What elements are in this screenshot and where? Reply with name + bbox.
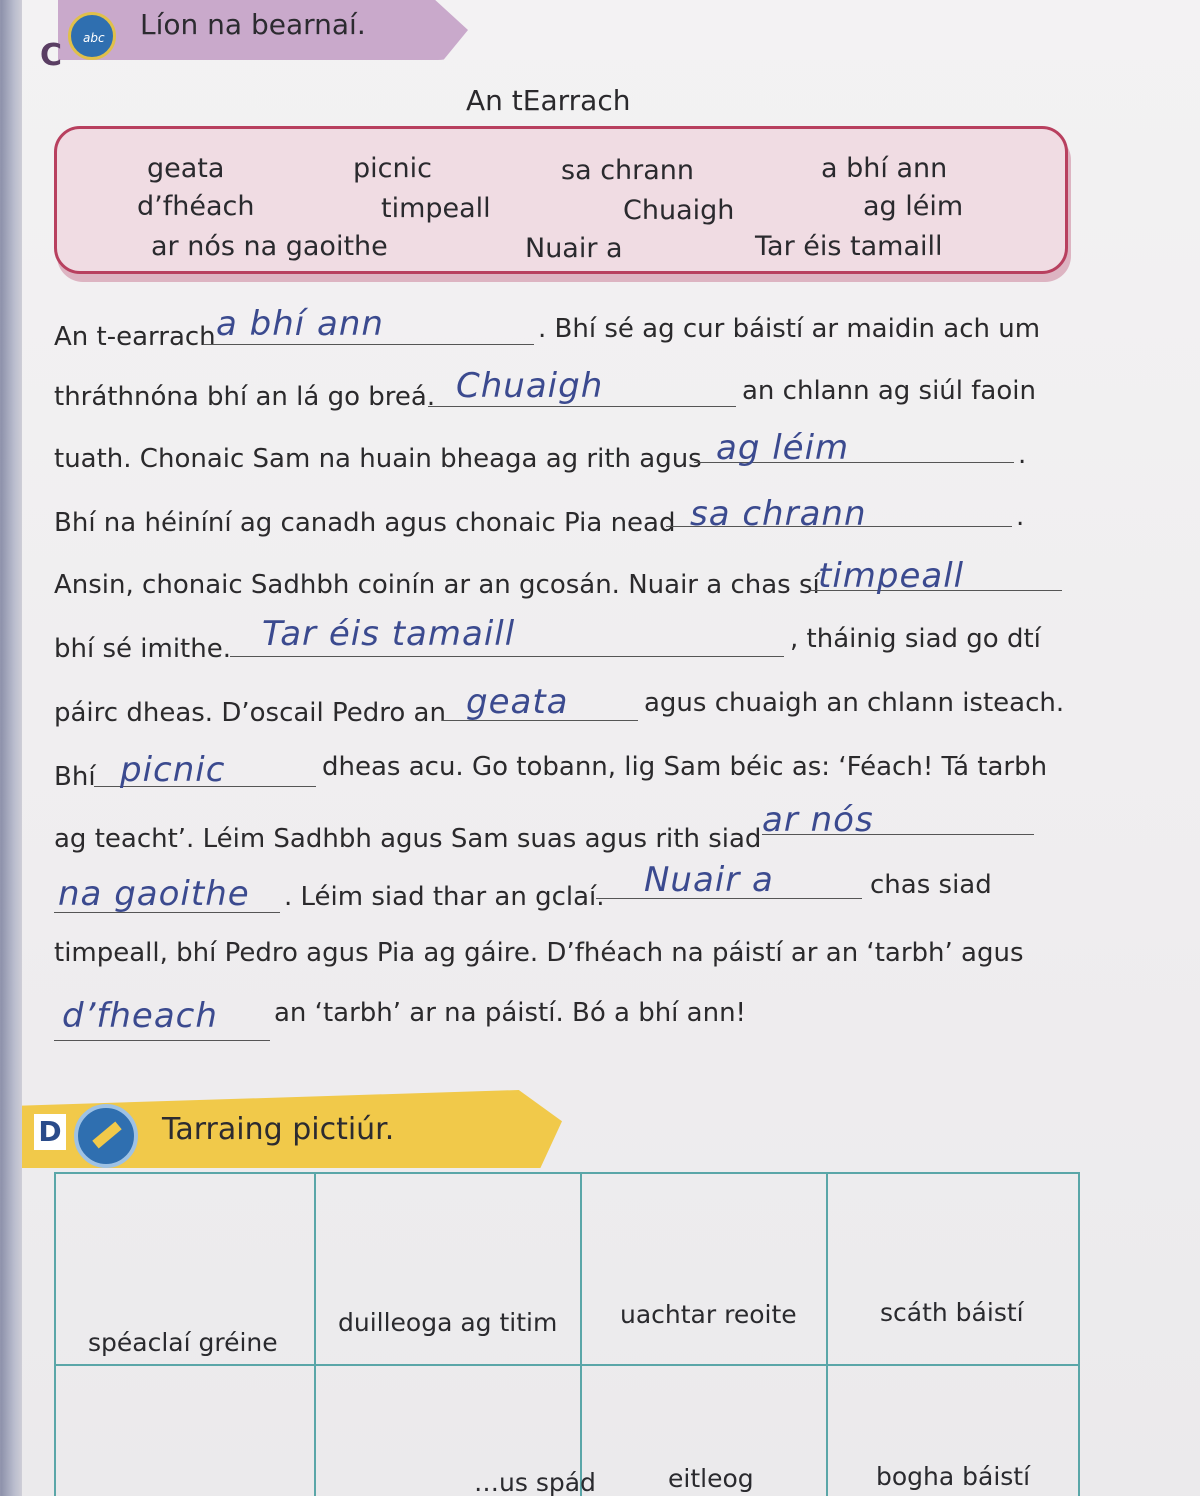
word-bank-item: d’fhéach: [137, 191, 255, 222]
story-text: dheas acu. Go tobann, lig Sam béic as: ‘Féach! Tá tarbh: [322, 752, 1048, 782]
story-text: Ansin, chonaic Sadhbh coinín ar an gcosán. Nuair a chas sí: [54, 570, 820, 600]
section-c-title: Líon na bearnaí.: [140, 8, 366, 41]
grid-line: [314, 1172, 316, 1496]
handwritten-answer: Tar éis tamaill: [262, 614, 516, 654]
drawing-cell-label: spéaclaí gréine: [88, 1328, 278, 1357]
drawing-cell-label: duilleoga ag titim: [338, 1308, 558, 1337]
pencil-drawing-icon: [74, 1104, 138, 1168]
word-bank-item: picnic: [353, 153, 432, 184]
story-text: timpeall, bhí Pedro agus Pia ag gáire. D’fhéach na páistí ar an ‘tarbh’ agus: [54, 938, 1024, 968]
story-text: bhí sé imithe.: [54, 634, 231, 664]
story-title: An tEarrach: [466, 84, 631, 117]
handwritten-answer: Chuaigh: [456, 366, 604, 406]
story-text: . Bhí sé ag cur báistí ar maidin ach um: [538, 314, 1041, 344]
handwritten-answer: d’fheach: [62, 996, 218, 1036]
answer-blank[interactable]: [230, 656, 784, 657]
pencil-abc-icon: [68, 12, 116, 60]
story-text: . Léim siad thar an gclaí.: [284, 882, 605, 912]
drawing-cell-label: eitleog: [668, 1464, 754, 1493]
section-c-letter: C: [40, 38, 63, 73]
word-bank-item: ar nós na gaoithe: [151, 231, 388, 262]
story-text: .: [1016, 502, 1025, 532]
section-d-title: Tarraing pictiúr.: [162, 1112, 395, 1147]
story-text: An t-earrach: [54, 322, 216, 352]
story-text: chas siad: [870, 870, 992, 900]
word-bank-item: sa chrann: [561, 155, 695, 186]
grid-line: [826, 1172, 828, 1496]
badge-text: abc: [83, 31, 105, 45]
drawing-cell-label: scáth báistí: [880, 1298, 1024, 1327]
handwritten-answer: timpeall: [818, 556, 965, 596]
handwritten-answer: a bhí ann: [216, 304, 384, 344]
answer-blank[interactable]: [428, 406, 736, 407]
drawing-cell-label: bogha báistí: [876, 1462, 1031, 1491]
word-bank-item: timpeall: [381, 193, 491, 224]
story-text: an ‘tarbh’ ar na páistí. Bó a bhí ann!: [274, 998, 746, 1028]
handwritten-answer: Nuair a: [644, 860, 774, 900]
story-text: tuath. Chonaic Sam na huain bheaga ag rith agus: [54, 444, 702, 474]
answer-blank[interactable]: [54, 1040, 270, 1041]
story-text: thráthnóna bhí an lá go breá.: [54, 382, 436, 412]
story-text: an chlann ag siúl faoin: [742, 376, 1036, 406]
handwritten-answer: ar nós: [762, 800, 874, 840]
drawing-cell-label: uachtar reoite: [620, 1300, 797, 1329]
word-bank: [54, 126, 1068, 274]
story-text: agus chuaigh an chlann isteach.: [644, 688, 1065, 718]
word-bank-item: a bhí ann: [821, 153, 948, 184]
answer-blank[interactable]: [204, 344, 534, 345]
grid-line: [54, 1364, 1080, 1366]
handwritten-answer: ag léim: [716, 428, 850, 468]
word-bank-item: geata: [147, 153, 225, 184]
handwritten-answer: na gaoithe: [58, 874, 250, 914]
grid-line: [580, 1172, 582, 1496]
grid-line: [54, 1172, 56, 1496]
story-text: , tháinig siad go dtí: [790, 624, 1041, 654]
story-text: páirc dheas. D’oscail Pedro an: [54, 698, 446, 728]
story-text: Bhí: [54, 762, 96, 792]
story-text: ag teacht’. Léim Sadhbh agus Sam suas agus rith siad: [54, 824, 762, 854]
section-d-letter: D: [34, 1114, 66, 1150]
grid-line: [54, 1172, 1080, 1174]
handwritten-answer: geata: [466, 682, 569, 722]
handwritten-answer: picnic: [120, 750, 226, 790]
word-bank-item: Tar éis tamaill: [755, 231, 943, 262]
drawing-cell-label: …us spád: [474, 1468, 596, 1496]
grid-line: [1078, 1172, 1080, 1496]
story-text: Bhí na héiníní ag canadh agus chonaic Pia nead: [54, 508, 676, 538]
word-bank-item: ag léim: [863, 191, 964, 222]
story-text: .: [1018, 440, 1027, 470]
drawing-grid: [54, 1172, 1080, 1496]
word-bank-item: Nuair a: [525, 233, 623, 264]
word-bank-item: Chuaigh: [623, 195, 735, 226]
handwritten-answer: sa chrann: [690, 494, 867, 534]
